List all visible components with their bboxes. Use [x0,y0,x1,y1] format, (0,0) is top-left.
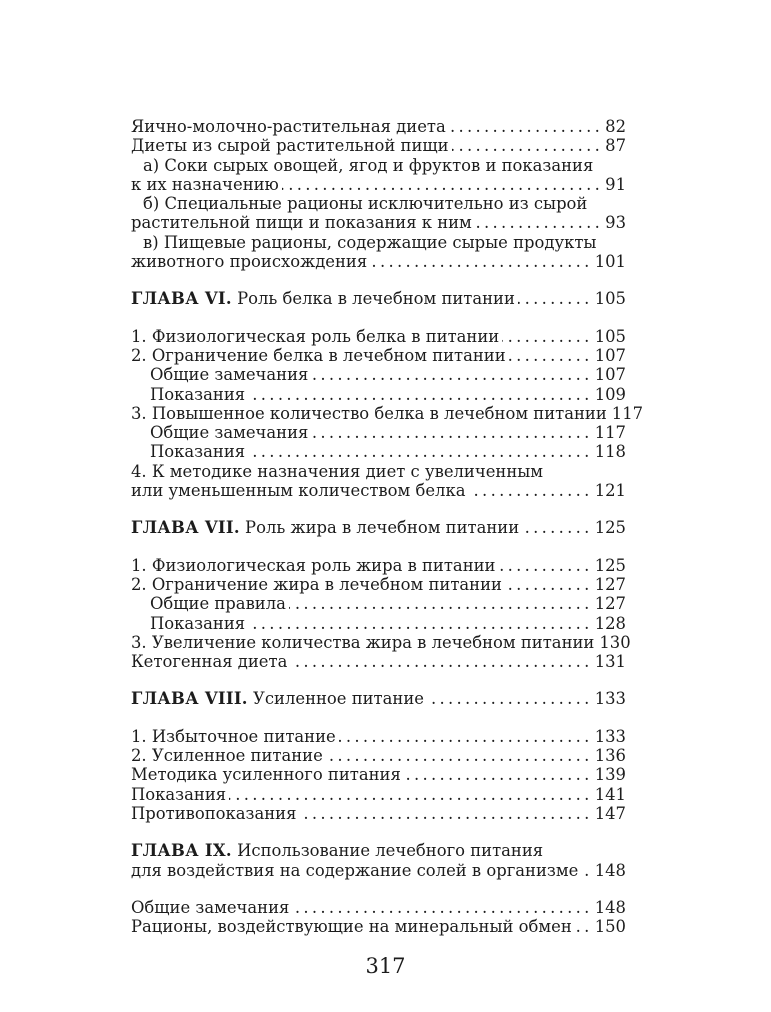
spacer [131,271,626,289]
toc-page-number: 147 [594,803,626,823]
toc-page-number: 109 [594,384,626,404]
toc-entry: Показания ..... 109 [131,385,626,404]
leader-dots [498,556,592,575]
chapter-title: Усиленное питание [253,689,424,709]
spacer [131,709,626,727]
toc-page-number: 127 [594,574,626,594]
leader-dots [229,785,593,804]
toc-entry: а) Соки сырых овощей, ягод и фруктов и показания [143,155,594,175]
toc-entry: 1. Физиологическая роль жира в питании ..... 125 [131,556,626,575]
leader-dots [339,727,593,746]
toc-entry: 3. Повышенное количество белка в лечебном питании 117 [131,403,644,423]
toc-page-number: 105 [594,289,626,309]
chapter-heading [131,841,626,860]
leader-dots [502,327,593,346]
toc-entry: Показания ..... 118 [131,442,626,461]
chapter-heading-continuation: для воздействия на содержание солей в организме ..... 148 [131,861,626,880]
toc-entry: животного происхождения ..... 101 [131,252,626,271]
leader-dots [505,575,593,594]
toc-entry: Общие правила ..... 127 [131,594,626,613]
toc-entry: в) Пищевые рационы, содержащие сырые продукты [143,232,597,252]
toc-entry: Яично-молочно-растительная диета ..... 82 [131,117,626,136]
leader-dots [427,689,593,708]
toc-entry: Рационы, воздействующие на минеральный обмен ..... 150 [131,917,626,936]
toc-entry: Общие замечания ..... 148 [131,898,626,917]
leader-dots [522,518,593,537]
toc-page-number: 133 [594,726,626,746]
toc-entry: 1. Избыточное питание ..... 133 [131,727,626,746]
toc-page-number: 117 [611,403,644,423]
toc-entry: 1. Физиологическая роль белка в питании ..... 105 [131,327,626,346]
leader-dots [581,861,592,880]
leader-dots [282,175,603,194]
leader-dots [404,765,593,784]
toc-entry: 2. Ограничение жира в лечебном питании ..... 127 [131,575,626,594]
leader-dots [326,746,593,765]
toc-entry: Кетогенная диета ..... 131 [131,652,626,671]
table-of-contents [131,117,644,937]
spacer [131,500,626,518]
toc-page-number: 125 [594,518,626,538]
leader-dots [452,136,604,155]
spacer [131,538,626,556]
toc-entry: или уменьшенным количеством белка ..... 121 [131,481,626,500]
toc-entry: 3. Увеличение количества жира в лечебном питании 130 [131,632,631,652]
toc-page-number: 148 [594,897,626,917]
toc-page-number: 107 [594,365,626,385]
toc-page-number: 150 [594,917,626,937]
toc-page-number: 125 [594,555,626,575]
chapter-title: Использование лечебного питания [237,841,544,861]
toc-page-number: 101 [594,252,626,272]
toc-entry: Методика усиленного питания ..... 139 [131,765,626,784]
toc-page-number: 87 [605,136,626,156]
leader-dots [290,652,592,671]
toc-entry: к их назначению ..... 91 [131,175,626,194]
leader-dots [248,442,593,461]
toc-page-number: 148 [594,860,626,880]
chapter-title: Роль жира в лечебном питании [245,518,520,538]
chapter-label: ГЛАВА IX. [131,841,232,861]
toc-entry: 4. К методике назначения диет с увеличенным [131,461,544,481]
leader-dots [575,917,593,936]
toc-page-number: 82 [605,117,626,136]
page-number: 317 [365,954,406,978]
leader-dots [311,423,592,442]
spacer [131,309,626,327]
toc-entry: растительной пищи и показания к ним ..... 93 [131,213,626,232]
toc-entry: Противопоказания ..... 147 [131,804,626,823]
leader-dots [248,385,593,404]
chapter-heading [131,689,626,708]
toc-page-number: 118 [594,442,626,462]
toc-page-number: 107 [594,345,626,365]
leader-dots [289,594,593,613]
toc-page-number: 131 [594,652,626,672]
leader-dots [475,213,603,232]
leader-dots [299,804,592,823]
toc-page-number: 133 [594,689,626,709]
toc-page-number: 117 [594,423,626,443]
toc-entry: б) Специальные рационы исключительно из сырой [143,194,588,214]
toc-page-number: 105 [594,326,626,346]
leader-dots [509,346,593,365]
toc-entry: Общие замечания ..... 117 [131,423,626,442]
toc-entry: Показания ..... 128 [131,614,626,633]
chapter-title: Роль белка в лечебном питании [237,289,515,309]
chapter-label: ГЛАВА VII. [131,518,240,538]
leader-dots [469,481,593,500]
toc-entry: 2. Ограничение белка в лечебном питании ..... 107 [131,346,626,365]
toc-entry: Показания ..... 141 [131,785,626,804]
toc-page-number: 139 [594,765,626,785]
chapter-label: ГЛАВА VI. [131,289,232,309]
leader-dots [248,614,593,633]
toc-page-number: 91 [605,174,626,194]
spacer [131,671,626,689]
leader-dots [518,289,593,308]
chapter-heading [131,289,626,308]
spacer [131,823,626,841]
leader-dots [292,898,592,917]
toc-page-number: 141 [594,784,626,804]
toc-entry: Диеты из сырой растительной пищи ..... 87 [131,136,626,155]
toc-page-number: 136 [594,746,626,766]
toc-page-number: 128 [594,613,626,633]
toc-page-number: 121 [594,481,626,501]
leader-dots [449,117,603,136]
toc-entry: 2. Усиленное питание ..... 136 [131,746,626,765]
chapter-label: ГЛАВА VIII. [131,689,248,709]
chapter-heading [131,518,626,537]
toc-entry: Общие замечания ..... 107 [131,365,626,384]
toc-page-number: 93 [605,213,626,233]
toc-page-number: 127 [594,594,626,614]
toc-page-number: 130 [599,632,631,652]
spacer [131,880,626,898]
leader-dots [311,365,592,384]
leader-dots [370,252,593,271]
